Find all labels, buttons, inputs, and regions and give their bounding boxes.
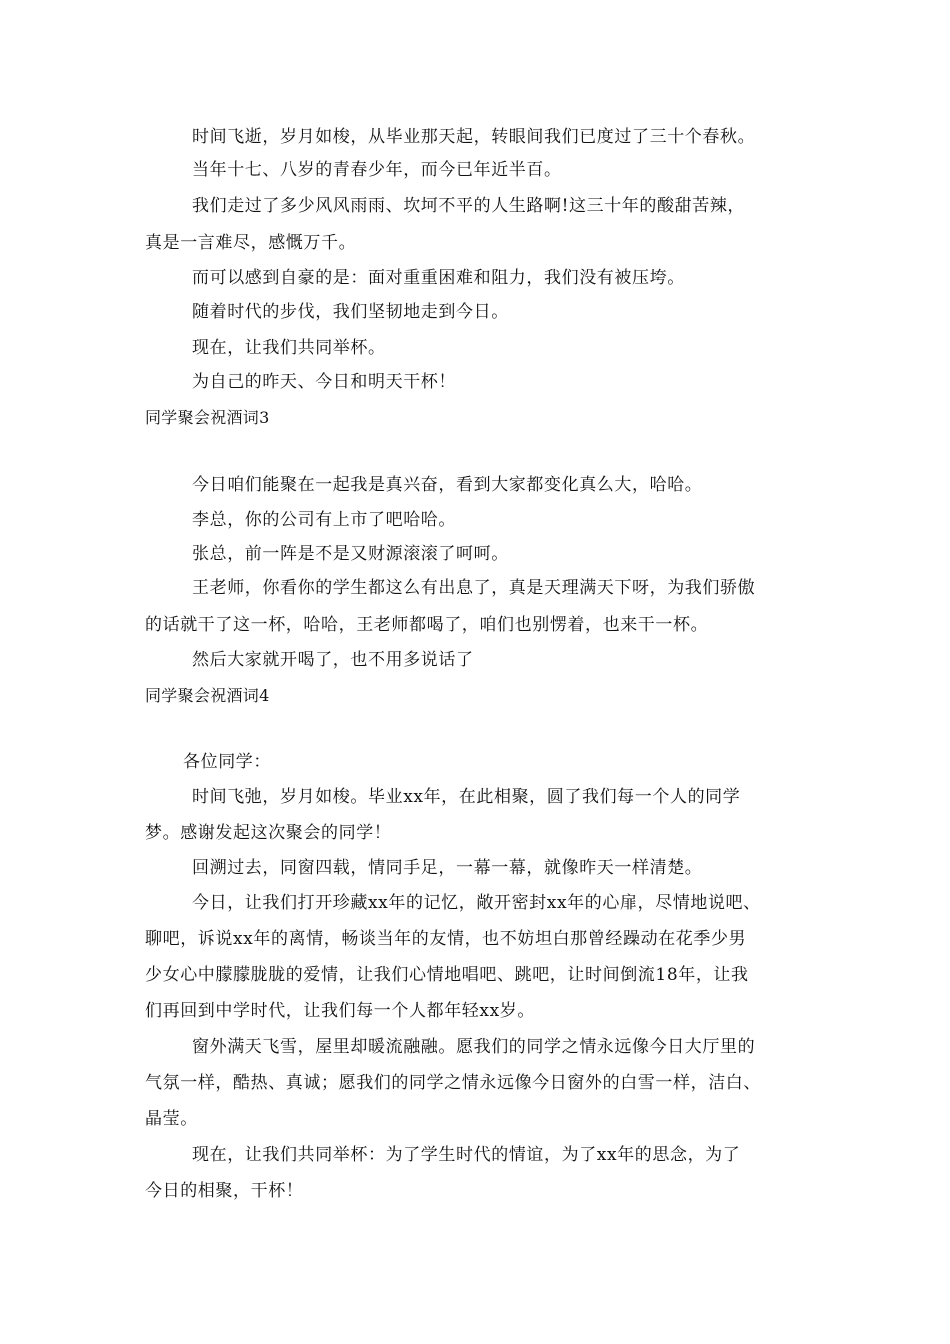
paragraph-line: 现在，让我们共同举杯：为了学生时代的情谊，为了xx年的思念，为了 [192, 1145, 741, 1165]
paragraph-line: 而可以感到自豪的是：面对重重困难和阻力，我们没有被压垮。 [192, 268, 685, 288]
paragraph-line: 各位同学： [183, 752, 271, 772]
paragraph-line: 晶莹。 [145, 1109, 198, 1129]
paragraph-line: 现在，让我们共同举杯。 [192, 338, 386, 358]
paragraph-line: 为自己的昨天、今日和明天干杯！ [192, 372, 456, 392]
paragraph-line: 当年十七、八岁的青春少年，而今已年近半百。 [192, 160, 562, 180]
section-heading: 同学聚会祝酒词3 [145, 408, 270, 427]
paragraph-line: 然后大家就开喝了，也不用多说话了 [192, 650, 474, 670]
paragraph-line: 随着时代的步伐，我们坚韧地走到今日。 [192, 302, 509, 322]
paragraph-line: 聊吧，诉说xx年的离情，畅谈当年的友情，也不妨坦白那曾经躁动在花季少男 [145, 929, 747, 949]
paragraph-line: 梦。感谢发起这次聚会的同学！ [145, 823, 392, 843]
paragraph-line: 今日咱们能聚在一起我是真兴奋，看到大家都变化真么大，哈哈。 [192, 475, 703, 495]
paragraph-line: 窗外满天飞雪，屋里却暖流融融。愿我们的同学之情永远像今日大厅里的 [192, 1037, 756, 1057]
paragraph-line: 气氛一样，酷热、真诚；愿我们的同学之情永远像今日窗外的白雪一样，洁白、 [145, 1073, 761, 1093]
paragraph-line: 李总，你的公司有上市了吧哈哈。 [192, 510, 456, 530]
paragraph-line: 的话就干了这一杯，哈哈，王老师都喝了，咱们也别愣着，也来干一杯。 [145, 615, 709, 635]
paragraph-line: 今日，让我们打开珍藏xx年的记忆，敞开密封xx年的心扉，尽情地说吧、 [192, 893, 761, 913]
paragraph-line: 回溯过去，同窗四载，情同手足，一幕一幕，就像昨天一样清楚。 [192, 858, 703, 878]
section-heading: 同学聚会祝酒词4 [145, 686, 270, 705]
paragraph-line: 时间飞逝，岁月如梭，从毕业那天起，转眼间我们已度过了三十个春秋。 [192, 127, 756, 147]
paragraph-line: 时间飞弛，岁月如梭。毕业xx年，在此相聚，圆了我们每一个人的同学 [192, 787, 741, 807]
paragraph-line: 王老师，你看你的学生都这么有出息了，真是天理满天下呀，为我们骄傲 [192, 578, 756, 598]
paragraph-line: 们再回到中学时代，让我们每一个人都年轻xx岁。 [145, 1001, 535, 1021]
paragraph-line: 我们走过了多少风风雨雨、坎坷不平的人生路啊!这三十年的酸甜苦辣， [192, 196, 746, 216]
paragraph-line: 今日的相聚，干杯！ [145, 1181, 304, 1201]
paragraph-line: 张总，前一阵是不是又财源滚滚了呵呵。 [192, 544, 509, 564]
paragraph-line: 少女心中朦朦胧胧的爱情，让我们心情地唱吧、跳吧，让时间倒流18年，让我 [145, 965, 749, 985]
paragraph-line: 真是一言难尽，感慨万千。 [145, 233, 357, 253]
